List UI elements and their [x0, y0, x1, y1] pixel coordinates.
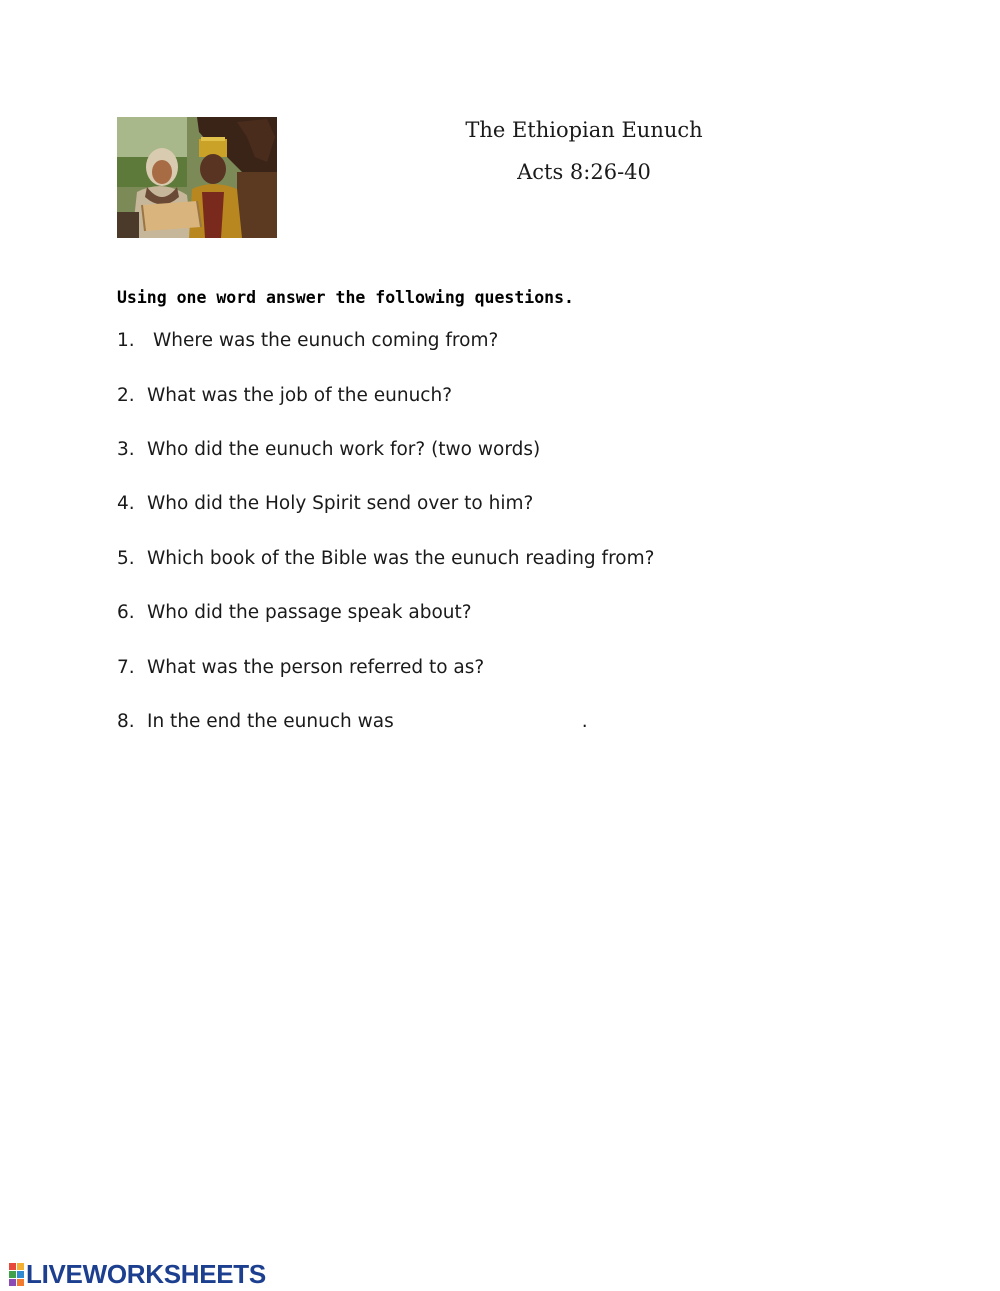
- question-number: 7.: [117, 657, 135, 678]
- question-number: 1.: [117, 330, 135, 351]
- question-number: 3.: [117, 439, 135, 460]
- question-3: [117, 439, 540, 460]
- question-text: What was the person referred to as?: [147, 657, 485, 678]
- question-text: Who did the passage speak about?: [147, 602, 472, 623]
- sentence-end-punctuation: .: [581, 711, 588, 732]
- question-number: 6.: [117, 602, 135, 623]
- question-number: 2.: [117, 385, 135, 406]
- question-text: Who did the eunuch work for? (two words): [147, 439, 541, 460]
- question-5: [117, 548, 654, 569]
- question-8: [117, 711, 588, 732]
- brand-name: LIVEWORKSHEETS: [26, 1259, 266, 1289]
- question-number: 8.: [117, 711, 135, 732]
- question-text: Who did the Holy Spirit send over to him?: [147, 493, 534, 514]
- worksheet-title: The Ethiopian Eunuch: [465, 118, 703, 142]
- question-text: Which book of the Bible was the eunuch reading from?: [147, 548, 655, 569]
- question-6: [117, 602, 472, 623]
- question-2: [117, 385, 452, 406]
- question-text: In the end the eunuch was: [147, 711, 394, 732]
- question-1: [117, 330, 498, 351]
- scripture-reference: Acts 8:26-40: [517, 160, 651, 184]
- bible-scene-image: [117, 117, 277, 238]
- question-4: [117, 493, 533, 514]
- question-number: 5.: [117, 548, 135, 569]
- liveworksheets-logo: [9, 1261, 266, 1287]
- question-number: 4.: [117, 493, 135, 514]
- question-text: Where was the eunuch coming from?: [153, 330, 499, 351]
- liveworksheets-mark-icon: [9, 1263, 24, 1286]
- instructions-text: Using one word answer the following questions.: [117, 288, 574, 307]
- question-7: [117, 657, 484, 678]
- question-text: What was the job of the eunuch?: [147, 385, 453, 406]
